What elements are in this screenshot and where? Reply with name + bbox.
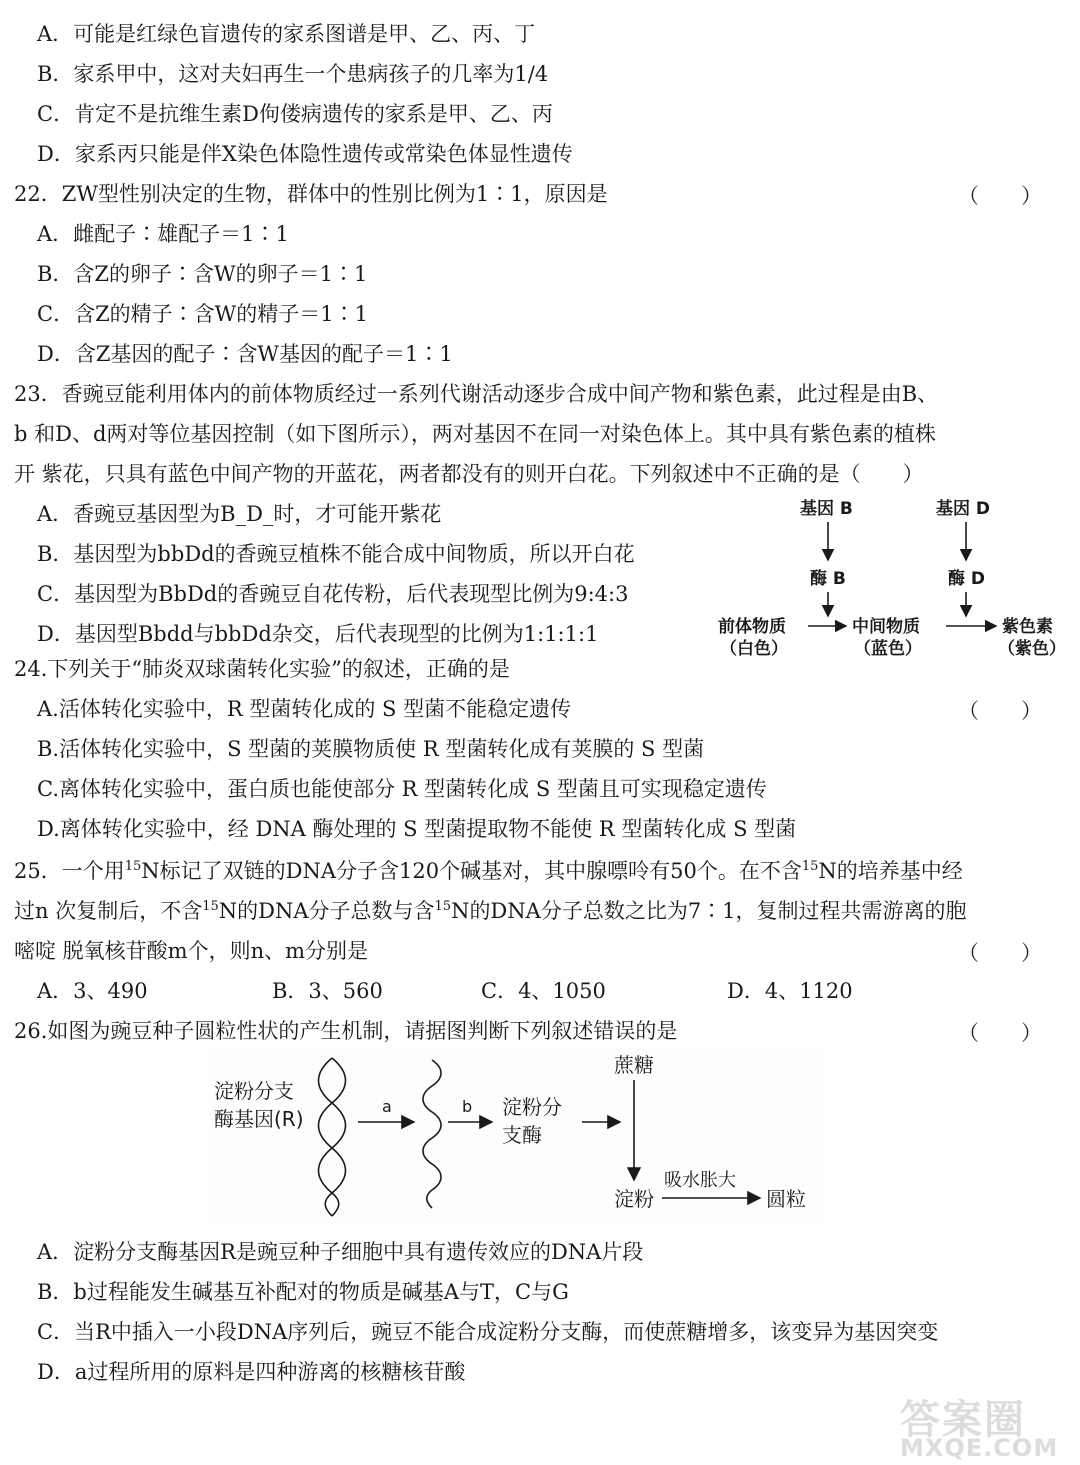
q22-option-d: D．含Z基因的配子∶含W基因的配子＝1∶1 — [37, 342, 453, 366]
q23-option-a: A．香豌豆基因型为B_D_时，才可能开紫花 — [37, 502, 442, 526]
gene-r-label-line2: 酶基因(R) — [214, 1107, 304, 1131]
q25-option-b: B．3、560 — [272, 979, 383, 1003]
q22-answer-paren: （ ） — [958, 184, 1042, 208]
precursor-color-label: （白色） — [720, 639, 788, 659]
q26-option-c: C．当R中插入一小段DNA序列后，豌豆不能合成淀粉分支酶，而使蔗糖增多，该变异为基因突变 — [37, 1320, 939, 1344]
q23-stem-line1: 23．香豌豆能利用体内的前体物质经过一系列代谢活动逐步合成中间产物和紫色素，此过程是由B、 — [14, 382, 939, 406]
q26-mechanism-diagram — [210, 1048, 822, 1226]
q25-stem-line3: 嘧啶 脱氧核苷酸m个，则n、m分别是 — [14, 939, 369, 963]
enzyme-d-label: 酶 D — [948, 569, 986, 589]
q25-answer-paren: （ ） — [958, 941, 1042, 965]
q25-text: N的DNA分子总数与含 — [218, 899, 435, 923]
q26-option-d: D．a过程所用的原料是四种游离的核糖核苷酸 — [37, 1360, 466, 1384]
q25-text: N的培养基中经 — [818, 859, 963, 883]
enzyme-label-line1: 淀粉分 — [502, 1095, 562, 1119]
gene-r-label-line1: 淀粉分支 — [214, 1079, 294, 1103]
q23-option-d: D．基因型Bbdd与bbDd杂交，后代表现型的比例为1:1:1:1 — [37, 622, 599, 646]
sucrose-label: 蔗糖 — [614, 1053, 654, 1077]
pigment-label: 紫色素 — [1002, 617, 1053, 637]
q21-option-d: D．家系丙只能是伴X染色体隐性遗传或常染色体显性遗传 — [37, 142, 573, 166]
q21-option-a: A．可能是红绿色盲遗传的家系图谱是甲、乙、丙、丁 — [37, 22, 536, 46]
isotope-superscript: 15 — [801, 859, 819, 874]
q21-option-b: B．家系甲中，这对夫妇再生一个患病孩子的几率为1/4 — [37, 62, 549, 86]
isotope-superscript: 15 — [124, 859, 142, 874]
isotope-superscript: 15 — [202, 899, 219, 914]
q23-option-b: B．基因型为bbDd的香豌豆植株不能合成中间物质，所以开白花 — [37, 542, 635, 566]
q23-option-c: C．基因型为BbDd的香豌豆自花传粉，后代表现型比例为9:4:3 — [37, 582, 629, 606]
watermark-site: MXQE.COM — [900, 1434, 1059, 1462]
q21-option-c: C．肯定不是抗维生素D佝偻病遗传的家系是甲、乙、丙 — [37, 102, 553, 126]
q25-stem-line2 — [14, 897, 967, 925]
step-b-label: b — [462, 1097, 473, 1116]
q25-option-c: C．4、1050 — [481, 979, 606, 1003]
intermediate-color-label: （蓝色） — [854, 639, 922, 659]
enzyme-label-line2: 支酶 — [502, 1123, 542, 1147]
q25-text: 过n 次复制后，不含 — [14, 899, 203, 923]
q26-option-a: A．淀粉分支酶基因R是豌豆种子细胞中具有遗传效应的DNA片段 — [37, 1240, 644, 1264]
q25-option-a: A．3、490 — [37, 979, 148, 1003]
q23-stem-line2: b 和D、d两对等位基因控制（如下图所示），两对基因不在同一对染色体上。其中具有紫色素的植株 — [14, 422, 936, 446]
isotope-superscript: 15 — [434, 899, 452, 914]
q25-option-d: D．4、1120 — [727, 979, 853, 1003]
intermediate-label: 中间物质 — [852, 617, 920, 637]
absorb-water-label: 吸水胀大 — [664, 1170, 736, 1191]
q24-option-c: C.离体转化实验中，蛋白质也能使部分 R 型菌转化成 S 型菌且可实现稳定遗传 — [37, 777, 767, 801]
q22-stem: 22．ZW型性别决定的生物，群体中的性别比例为1∶1，原因是 — [14, 182, 608, 206]
q24-stem: 24.下列关于“肺炎双球菌转化实验”的叙述，正确的是 — [14, 657, 510, 681]
q22-option-b: B．含Z的卵子∶含W的卵子＝1∶1 — [37, 262, 368, 286]
q25-text: N的DNA分子总数之比为7∶1，复制过程共需游离的胞 — [451, 899, 967, 923]
q25-text: N标记了双链的DNA分子含120个碱基对，其中腺嘌呤有50个。在不含 — [141, 859, 802, 883]
step-a-label: a — [382, 1097, 392, 1116]
q26-stem: 26.如图为豌豆种子圆粒性状的产生机制，请据图判断下列叙述错误的是 — [14, 1019, 678, 1043]
q26-answer-paren: （ ） — [958, 1021, 1042, 1045]
q23-stem-line3: 开 紫花，只具有蓝色中间产物的开蓝花，两者都没有的则开白花。下列叙述中不正确的是（ ） — [14, 462, 924, 486]
q22-option-a: A．雌配子∶雄配子＝1∶1 — [37, 222, 289, 246]
gene-d-label: 基因 D — [936, 499, 991, 519]
gene-b-label: 基因 B — [800, 499, 853, 519]
q25-text: 25．一个用 — [14, 859, 125, 883]
watermark-logo: 答案圈 — [900, 1397, 1026, 1443]
starch-label: 淀粉 — [614, 1187, 654, 1211]
q24-option-a: A.活体转化实验中，R 型菌转化成的 S 型菌不能稳定遗传 — [37, 697, 572, 721]
q25-stem-line1 — [14, 857, 963, 885]
precursor-label: 前体物质 — [718, 617, 786, 637]
pigment-color-label: （紫色） — [998, 639, 1066, 659]
q24-option-d: D.离体转化实验中，经 DNA 酶处理的 S 型菌提取物不能使 R 型菌转化成 S 型菌 — [37, 817, 797, 841]
q22-option-c: C．含Z的精子∶含W的精子＝1∶1 — [37, 302, 368, 326]
q24-option-b: B.活体转化实验中，S 型菌的荚膜物质使 R 型菌转化成有荚膜的 S 型菌 — [37, 737, 705, 761]
q23-pathway-diagram — [712, 492, 1076, 662]
round-seed-label: 圆粒 — [766, 1187, 806, 1211]
q24-answer-paren: （ ） — [958, 699, 1042, 723]
q26-option-b: B．b过程能发生碱基互补配对的物质是碱基A与T，C与G — [37, 1280, 569, 1304]
enzyme-b-label: 酶 B — [810, 569, 846, 589]
